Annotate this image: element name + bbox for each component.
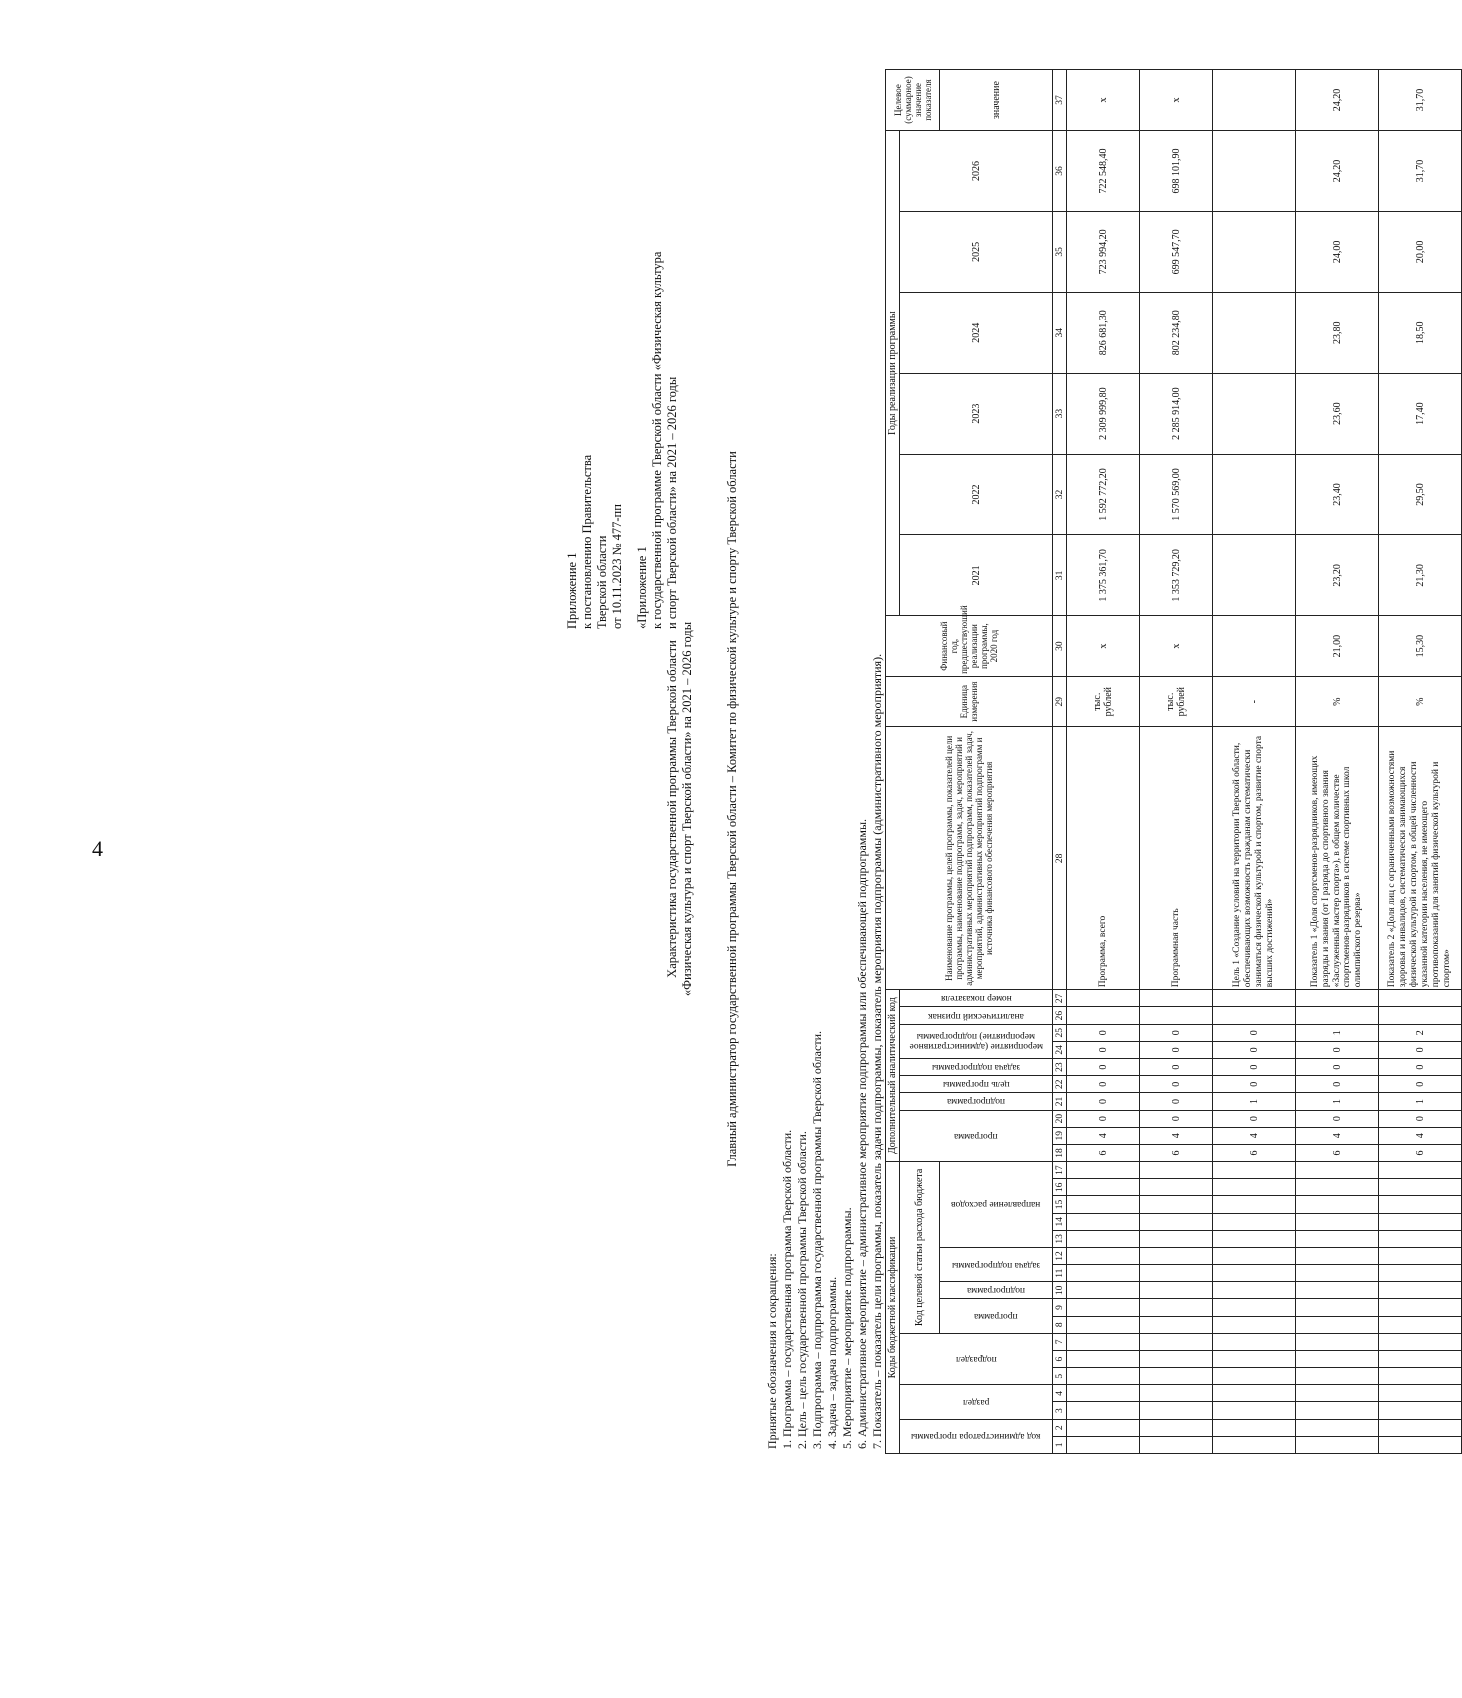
code-cell	[1379, 1333, 1462, 1350]
row-name: Программная часть	[1140, 727, 1213, 990]
column-number: 20	[1053, 1110, 1067, 1127]
code-cell	[1213, 1196, 1296, 1213]
row-year-value	[1213, 535, 1296, 616]
legend-title: Принятые обозначения и сокращения:	[765, 1253, 779, 1449]
unit-header: Единица измерения	[886, 676, 1053, 727]
code-cell: 0	[1379, 1041, 1462, 1058]
code-cell	[1140, 1247, 1213, 1264]
code-cell	[1213, 1162, 1296, 1179]
code-cell: 4	[1379, 1127, 1462, 1144]
code-cell	[1067, 1162, 1140, 1179]
row-fin-year-value: 21,00	[1296, 616, 1379, 677]
dop-nomer-label: номер показателя	[940, 993, 1012, 1004]
annex-line: и спорт Тверской области» на 2021 – 2026 годы	[665, 376, 679, 629]
code-cell	[1379, 1419, 1462, 1436]
column-number: 15	[1053, 1196, 1067, 1213]
row-year-value: 20,00	[1379, 211, 1462, 292]
code-cell	[1140, 1385, 1213, 1402]
code-cell: 0	[1379, 1076, 1462, 1093]
code-cell	[1296, 1162, 1379, 1179]
table-row	[1067, 70, 1140, 1454]
column-number: 5	[1053, 1368, 1067, 1385]
code-cell	[1296, 1282, 1379, 1299]
column-number: 3	[1053, 1402, 1067, 1419]
year-2021-header: 2021	[900, 535, 1053, 616]
code-cell	[1379, 1265, 1462, 1282]
code-cell	[1213, 1436, 1296, 1453]
code-cell	[1140, 1402, 1213, 1419]
row-fin-year-value: 15,30	[1379, 616, 1462, 677]
razdel-label: раздел	[962, 1396, 990, 1407]
column-number: 12	[1053, 1247, 1067, 1264]
code-cell	[1296, 1402, 1379, 1419]
name-header: Наименование программы, целей программы, показателей цели программы, наименование подпрограмм, задач, мероприятий и административных мероприятий подпрограмм, показателей задач, мероприятий, административных мероприятий подпрограмм и источника финансового обеспечения мероприятия	[886, 727, 1053, 990]
code-cell: 6	[1379, 1144, 1462, 1161]
dop-programma-header	[900, 1110, 1053, 1162]
heading-line: Характеристика государственной программы Тверской области	[665, 640, 679, 978]
code-cell	[1379, 1350, 1462, 1367]
code-cell	[1213, 1316, 1296, 1333]
column-number: 10	[1053, 1282, 1067, 1299]
code-cell	[1296, 1385, 1379, 1402]
code-cell: 0	[1140, 1110, 1213, 1127]
code-cell	[1379, 1385, 1462, 1402]
legend-item: 5. Мероприятие – мероприятие подпрограммы.	[840, 1207, 854, 1449]
code-cell: 0	[1379, 1110, 1462, 1127]
column-number: 30	[1053, 616, 1067, 677]
column-number: 14	[1053, 1213, 1067, 1230]
code-cell: 0	[1379, 1059, 1462, 1076]
row-fin-year-value: х	[1067, 616, 1140, 677]
dop-nomer-header	[900, 990, 1053, 1007]
row-year-value: 1 375 361,70	[1067, 535, 1140, 616]
dop-zadacha-label: задача подпрограммы	[931, 1062, 1021, 1073]
code-cell	[1379, 1436, 1462, 1453]
code-cell	[1067, 1299, 1140, 1316]
code-cell	[1213, 1402, 1296, 1419]
value-header: значение	[940, 70, 1053, 131]
column-number: 25	[1053, 1024, 1067, 1041]
code-cell	[1296, 1436, 1379, 1453]
year-2023-header: 2023	[900, 373, 1053, 454]
code-cell: 2	[1379, 1024, 1462, 1041]
row-unit: %	[1296, 676, 1379, 727]
row-target-value: х	[1140, 70, 1213, 131]
column-number: 2	[1053, 1419, 1067, 1436]
rotated-page	[45, 39, 1452, 1659]
row-unit: тыс. рублей	[1067, 676, 1140, 727]
row-year-value: 1 353 729,20	[1140, 535, 1213, 616]
column-number: 6	[1053, 1350, 1067, 1367]
column-number: 17	[1053, 1162, 1067, 1179]
additional-code-header: Дополнительный аналитический код	[886, 990, 900, 1162]
column-number: 23	[1053, 1059, 1067, 1076]
kcsr-zadacha-label: задача подпрограммы	[951, 1259, 1041, 1270]
code-cell	[1296, 1247, 1379, 1264]
kcsr-napravlenie-label: направление расходов	[951, 1199, 1041, 1210]
row-year-value	[1213, 211, 1296, 292]
code-cell: 0	[1067, 1024, 1140, 1041]
razdel-header	[900, 1385, 1053, 1419]
years-header: Годы реализации программы	[886, 131, 900, 616]
code-cell	[1296, 1196, 1379, 1213]
annex-line: от 10.11.2023 № 477-пп	[610, 504, 624, 629]
column-number: 7	[1053, 1333, 1067, 1350]
row-year-value: 21,30	[1379, 535, 1462, 616]
column-number-row	[1053, 70, 1067, 1454]
column-number: 21	[1053, 1093, 1067, 1110]
row-year-value: 23,80	[1296, 292, 1379, 373]
column-number: 9	[1053, 1299, 1067, 1316]
admin-code-header	[900, 1419, 1053, 1453]
row-year-value: 802 234,80	[1140, 292, 1213, 373]
annex-line: «Приложение 1	[635, 546, 649, 629]
annex-line: Тверской области	[595, 535, 609, 629]
code-cell	[1379, 1007, 1462, 1024]
row-target-value: 31,70	[1379, 70, 1462, 131]
row-year-value: 29,50	[1379, 454, 1462, 535]
dop-priznak-header	[900, 1007, 1053, 1024]
page-number: 4	[92, 836, 103, 861]
code-cell: 0	[1140, 1076, 1213, 1093]
code-cell	[1213, 1247, 1296, 1264]
column-number: 28	[1053, 727, 1067, 990]
code-cell	[1296, 1213, 1379, 1230]
column-number: 32	[1053, 454, 1067, 535]
dop-podprogramma-header	[900, 1093, 1053, 1110]
code-cell	[1296, 1368, 1379, 1385]
dop-cel-label: цель программы	[942, 1079, 1010, 1090]
column-number: 34	[1053, 292, 1067, 373]
admin-code-label: код администратора программы	[911, 1431, 1041, 1442]
dop-meropr-header	[900, 1024, 1053, 1058]
column-number: 16	[1053, 1179, 1067, 1196]
row-name: Показатель 2 «Доля лиц с ограниченными возможностями здоровья и инвалидов, систематически занимающихся физической культурой и спортом, в общей численности указанной категории населения, не имеющего противопоказаний для занятий физической культурой и спортом»	[1379, 727, 1462, 990]
column-number: 37	[1053, 70, 1067, 131]
code-cell	[1379, 1196, 1462, 1213]
code-cell: 4	[1213, 1127, 1296, 1144]
row-unit: %	[1379, 676, 1462, 727]
column-number: 13	[1053, 1230, 1067, 1247]
column-number: 35	[1053, 211, 1067, 292]
legend-item: 2. Цель – цель государственной программы Тверской области.	[795, 1131, 809, 1449]
row-name: Показатель 1 «Доля спортсменов-разрядников, имеющих разряды и звания (от I разряда до спортивного звания «Заслуженный мастер спорта»), в общем количестве спортсменов-разрядников в системе спортивных школ олимпийского резерва»	[1296, 727, 1379, 990]
code-cell	[1140, 1419, 1213, 1436]
code-cell	[1379, 1230, 1462, 1247]
code-cell	[1296, 1230, 1379, 1247]
code-cell	[1379, 1162, 1462, 1179]
dop-meropr-label: мероприятие (административное мероприятие) подпрограммы	[909, 1031, 1043, 1052]
code-cell: 4	[1296, 1127, 1379, 1144]
code-cell: 6	[1067, 1144, 1140, 1161]
row-year-value: 723 994,20	[1067, 211, 1140, 292]
code-cell: 0	[1213, 1059, 1296, 1076]
row-unit: тыс. рублей	[1140, 676, 1213, 727]
row-year-value: 23,40	[1296, 454, 1379, 535]
row-year-value: 23,60	[1296, 373, 1379, 454]
row-target-value: х	[1067, 70, 1140, 131]
podrazdel-header	[900, 1333, 1053, 1385]
code-cell	[1379, 1402, 1462, 1419]
row-year-value	[1213, 131, 1296, 212]
code-cell	[1296, 1350, 1379, 1367]
row-target-value: 24,20	[1296, 70, 1379, 131]
kcsr-podprogramma-label: подпрограмма	[966, 1285, 1026, 1296]
row-fin-year-value: х	[1140, 616, 1213, 677]
table-row	[1213, 70, 1296, 1454]
code-cell	[1067, 1247, 1140, 1264]
code-cell	[1140, 1230, 1213, 1247]
code-cell	[1140, 1265, 1213, 1282]
code-cell: 0	[1140, 1093, 1213, 1110]
dop-podprogramma-label: подпрограмма	[946, 1096, 1006, 1107]
code-cell	[1379, 1299, 1462, 1316]
legend-item: 3. Подпрограмма – подпрограмма государственной программы Тверской области.	[810, 1031, 824, 1449]
dop-zadacha-header	[900, 1059, 1053, 1076]
code-cell: 4	[1140, 1127, 1213, 1144]
row-year-value: 24,00	[1296, 211, 1379, 292]
code-cell: 1	[1296, 1024, 1379, 1041]
code-cell	[1213, 1385, 1296, 1402]
row-unit: -	[1213, 676, 1296, 727]
code-cell	[1213, 1282, 1296, 1299]
column-number: 18	[1053, 1144, 1067, 1161]
annex-line: к государственной программе Тверской области «Физическая культура	[650, 251, 664, 629]
code-cell: 0	[1067, 1093, 1140, 1110]
code-cell	[1140, 1179, 1213, 1196]
code-cell	[1296, 1179, 1379, 1196]
legend-item: 7. Показатель – показатель цели программы, показатель задачи подпрограммы, показатель мероприятия подпрограммы (административного мероприятия).	[870, 653, 884, 1449]
code-cell: 0	[1213, 1110, 1296, 1127]
code-cell	[1296, 1265, 1379, 1282]
code-cell: 0	[1296, 1110, 1379, 1127]
code-cell	[1140, 1213, 1213, 1230]
code-cell	[1140, 1333, 1213, 1350]
code-cell	[1140, 1299, 1213, 1316]
annex-block	[565, 252, 680, 629]
code-cell: 0	[1296, 1076, 1379, 1093]
code-cell: 0	[1067, 1076, 1140, 1093]
row-year-value: 1 592 772,20	[1067, 454, 1140, 535]
code-cell	[1296, 1007, 1379, 1024]
code-cell	[1067, 1419, 1140, 1436]
code-cell	[1140, 1368, 1213, 1385]
kcsr-zadacha-header	[940, 1247, 1053, 1281]
row-year-value: 826 681,30	[1067, 292, 1140, 373]
code-cell	[1379, 1213, 1462, 1230]
kcsr-programma-header	[940, 1299, 1053, 1333]
code-cell	[1213, 1333, 1296, 1350]
code-cell: 6	[1140, 1144, 1213, 1161]
table-row	[1296, 70, 1379, 1454]
kcsr-napravlenie-header	[940, 1162, 1053, 1248]
annex-line: к постановлению Правительства	[580, 454, 594, 629]
row-name: Цель 1 «Создание условий на территории Тверской области, обеспечивающих возможность гражданам систематически заниматься физической культурой и спортом, развитие спорта высших достижений»	[1213, 727, 1296, 990]
column-number: 1	[1053, 1436, 1067, 1453]
code-cell: 0	[1296, 1059, 1379, 1076]
table-body	[1067, 70, 1462, 1454]
code-cell	[1067, 1179, 1140, 1196]
code-cell	[1067, 1333, 1140, 1350]
code-cell	[1067, 1213, 1140, 1230]
code-cell	[1213, 1368, 1296, 1385]
code-cell	[1213, 1213, 1296, 1230]
row-target-value	[1213, 70, 1296, 131]
code-cell: 0	[1067, 1110, 1140, 1127]
row-year-value: 31,70	[1379, 131, 1462, 212]
code-cell	[1296, 1316, 1379, 1333]
podrazdel-label: подраздел	[955, 1354, 997, 1365]
code-cell	[1140, 1196, 1213, 1213]
row-year-value: 698 101,90	[1140, 131, 1213, 212]
code-cell	[1067, 1402, 1140, 1419]
code-cell	[1296, 1299, 1379, 1316]
code-cell	[1296, 1419, 1379, 1436]
program-characteristics-table	[885, 69, 1462, 1454]
code-cell	[1067, 990, 1140, 1007]
code-cell: 6	[1296, 1144, 1379, 1161]
year-2024-header: 2024	[900, 292, 1053, 373]
budget-codes-header: Коды бюджетной классификации	[886, 1162, 900, 1454]
code-cell	[1213, 1230, 1296, 1247]
column-number: 27	[1053, 990, 1067, 1007]
row-year-value: 23,20	[1296, 535, 1379, 616]
column-number: 4	[1053, 1385, 1067, 1402]
code-cell	[1140, 1162, 1213, 1179]
row-year-value: 18,50	[1379, 292, 1462, 373]
column-number: 24	[1053, 1041, 1067, 1058]
code-cell	[1067, 1265, 1140, 1282]
code-cell	[1213, 1419, 1296, 1436]
legend-item: 1. Программа – государственная программа Тверской области.	[780, 1129, 794, 1449]
code-cell: 1	[1296, 1093, 1379, 1110]
code-cell	[1140, 1316, 1213, 1333]
header-row	[886, 70, 900, 1454]
code-cell	[1067, 1368, 1140, 1385]
code-cell	[1213, 990, 1296, 1007]
administrator-line: Главный администратор государственной программы Тверской области – Комитет по физической культуре и спорту Тверской области	[725, 451, 739, 1167]
year-2025-header: 2025	[900, 211, 1053, 292]
legend-item: 6. Административное мероприятие – административное мероприятие подпрограммы или обеспечивающей подпрограммы.	[855, 818, 869, 1449]
code-cell: 0	[1213, 1041, 1296, 1058]
column-number: 26	[1053, 1007, 1067, 1024]
legend	[765, 654, 885, 1449]
column-number: 22	[1053, 1076, 1067, 1093]
code-cell	[1067, 1196, 1140, 1213]
column-number: 31	[1053, 535, 1067, 616]
row-year-value: 24,20	[1296, 131, 1379, 212]
code-cell: 0	[1140, 1024, 1213, 1041]
code-cell	[1067, 1436, 1140, 1453]
code-cell	[1213, 1179, 1296, 1196]
row-fin-year-value	[1213, 616, 1296, 677]
code-cell: 0	[1296, 1041, 1379, 1058]
row-year-value	[1213, 373, 1296, 454]
code-cell	[1296, 990, 1379, 1007]
row-year-value	[1213, 454, 1296, 535]
code-cell: 0	[1140, 1059, 1213, 1076]
table-row	[1140, 70, 1213, 1454]
code-cell: 0	[1140, 1041, 1213, 1058]
code-cell	[1067, 1230, 1140, 1247]
year-2026-header: 2026	[900, 131, 1053, 212]
column-number: 36	[1053, 131, 1067, 212]
row-year-value: 17,40	[1379, 373, 1462, 454]
code-cell	[1379, 1179, 1462, 1196]
code-cell: 6	[1213, 1144, 1296, 1161]
kcsr-programma-label: программа	[974, 1311, 1018, 1322]
row-name: Программа, всего	[1067, 727, 1140, 990]
code-cell: 0	[1067, 1059, 1140, 1076]
code-cell	[1140, 1282, 1213, 1299]
dop-programma-label: программа	[954, 1130, 998, 1141]
row-year-value: 722 548,40	[1067, 131, 1140, 212]
code-cell	[1379, 1247, 1462, 1264]
column-number: 11	[1053, 1265, 1067, 1282]
code-cell: 0	[1213, 1024, 1296, 1041]
fin-year-header: Финансовый год, предшествующий реализации программы, 2020 год	[886, 616, 1053, 677]
dop-cel-header	[900, 1076, 1053, 1093]
year-2022-header: 2022	[900, 454, 1053, 535]
column-number: 19	[1053, 1127, 1067, 1144]
code-cell	[1140, 1350, 1213, 1367]
column-number: 8	[1053, 1316, 1067, 1333]
kcsr-podprogramma-header	[940, 1282, 1053, 1299]
row-year-value: 699 547,70	[1140, 211, 1213, 292]
column-number: 33	[1053, 373, 1067, 454]
code-cell	[1067, 1385, 1140, 1402]
heading-line: «Физическая культура и спорт Тверской области» на 2021 – 2026 годы	[680, 621, 694, 997]
code-cell: 1	[1213, 1093, 1296, 1110]
code-cell: 0	[1213, 1076, 1296, 1093]
code-cell	[1213, 1265, 1296, 1282]
document-heading	[665, 459, 695, 1159]
code-cell	[1140, 1007, 1213, 1024]
code-cell	[1213, 1350, 1296, 1367]
row-year-value: 1 570 569,00	[1140, 454, 1213, 535]
code-cell	[1067, 1350, 1140, 1367]
legend-item: 4. Задача – задача подпрограммы.	[825, 1276, 839, 1449]
code-cell	[1067, 1007, 1140, 1024]
code-cell	[1140, 990, 1213, 1007]
code-cell	[1379, 1316, 1462, 1333]
code-cell	[1140, 1436, 1213, 1453]
table-row	[1379, 70, 1462, 1454]
code-cell: 1	[1379, 1093, 1462, 1110]
code-cell	[1296, 1333, 1379, 1350]
kcsr-header: Код целевой статьи расхода бюджета	[900, 1162, 940, 1334]
row-year-value	[1213, 292, 1296, 373]
code-cell	[1379, 1368, 1462, 1385]
code-cell	[1379, 1282, 1462, 1299]
annex-line: Приложение 1	[565, 552, 579, 629]
dop-priznak-label: аналитический признак	[928, 1010, 1024, 1021]
column-number: 29	[1053, 676, 1067, 727]
target-header: Целевое (суммарное) значение показателя	[886, 70, 940, 131]
code-cell	[1067, 1316, 1140, 1333]
code-cell: 0	[1067, 1041, 1140, 1058]
code-cell	[1379, 990, 1462, 1007]
code-cell	[1213, 1299, 1296, 1316]
code-cell: 4	[1067, 1127, 1140, 1144]
row-year-value: 2 309 999,80	[1067, 373, 1140, 454]
row-year-value: 2 285 914,00	[1140, 373, 1213, 454]
code-cell	[1213, 1007, 1296, 1024]
code-cell	[1067, 1282, 1140, 1299]
